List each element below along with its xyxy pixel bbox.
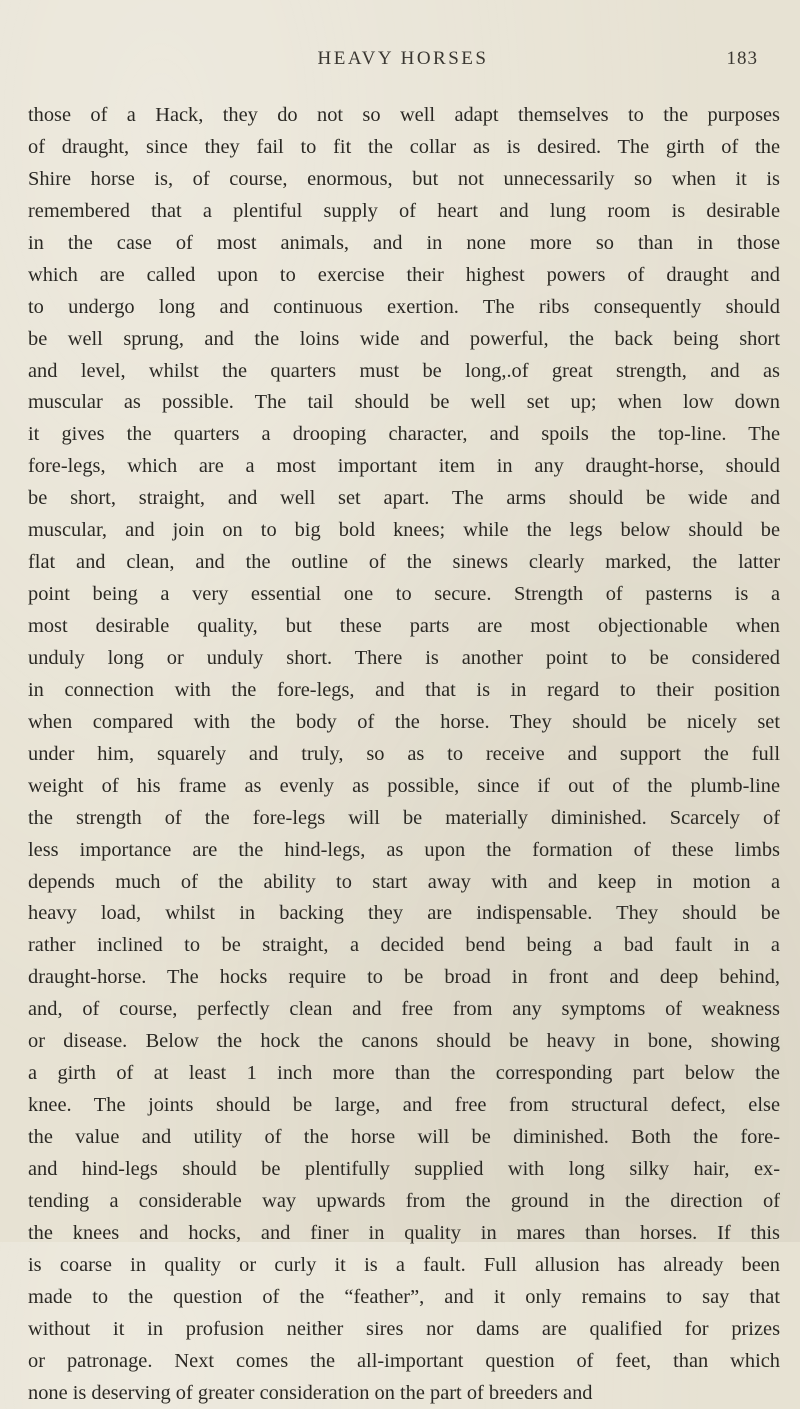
text-line: none is deserving of greater consideration on the part of breeders and xyxy=(28,1378,780,1409)
text-line: those of a Hack, they do not so well adapt themselves to the purposes xyxy=(28,100,780,132)
page-number: 183 xyxy=(727,48,759,70)
text-line: Shire horse is, of course, enormous, but not unnecessarily so when it is xyxy=(28,164,780,196)
text-line: rather inclined to be straight, a decided bend being a bad fault in a xyxy=(28,930,780,962)
running-title: HEAVY HORSES xyxy=(30,48,776,70)
text-line: and hind-legs should be plentifully supplied with long silky hair, ex- xyxy=(28,1154,780,1186)
text-line: the value and utility of the horse will be diminished. Both the fore- xyxy=(28,1122,780,1154)
text-line: most desirable quality, but these parts are most objectionable when xyxy=(28,611,780,643)
text-line: remembered that a plentiful supply of heart and lung room is desirable xyxy=(28,196,780,228)
text-line: fore-legs, which are a most important item in any draught-horse, should xyxy=(28,451,780,483)
text-line: be short, straight, and well set apart. The arms should be wide and xyxy=(28,483,780,515)
text-line: draught-horse. The hocks require to be broad in front and deep behind, xyxy=(28,962,780,994)
text-line: or disease. Below the hock the canons should be heavy in bone, showing xyxy=(28,1026,780,1058)
text-line: heavy load, whilst in backing they are indispensable. They should be xyxy=(28,898,780,930)
text-line: knee. The joints should be large, and free from structural defect, else xyxy=(28,1090,780,1122)
text-line: is coarse in quality or curly it is a fault. Full allusion has already been xyxy=(28,1250,780,1282)
text-line: when compared with the body of the horse. They should be nicely set xyxy=(28,707,780,739)
text-line: a girth of at least 1 inch more than the corresponding part below the xyxy=(28,1058,780,1090)
text-line: without it in profusion neither sires nor dams are qualified for prizes xyxy=(28,1314,780,1346)
text-line: of draught, since they fail to fit the collar as is desired. The girth of the xyxy=(28,132,780,164)
text-line: depends much of the ability to start away with and keep in motion a xyxy=(28,867,780,899)
text-line: to undergo long and continuous exertion. The ribs consequently should xyxy=(28,292,780,324)
text-line: point being a very essential one to secure. Strength of pasterns is a xyxy=(28,579,780,611)
text-line: weight of his frame as evenly as possible, since if out of the plumb-line xyxy=(28,771,780,803)
text-line: less importance are the hind-legs, as upon the formation of these limbs xyxy=(28,835,780,867)
text-line: unduly long or unduly short. There is another point to be considered xyxy=(28,643,780,675)
text-line: the strength of the fore-legs will be materially diminished. Scarcely of xyxy=(28,803,780,835)
text-line: made to the question of the “feather”, and it only remains to say that xyxy=(28,1282,780,1314)
text-line: it gives the quarters a drooping character, and spoils the top-line. The xyxy=(28,419,780,451)
text-line: or patronage. Next comes the all-important question of feet, than which xyxy=(28,1346,780,1378)
text-line: be well sprung, and the loins wide and powerful, the back being short xyxy=(28,324,780,356)
body-text xyxy=(28,100,780,1409)
text-line: which are called upon to exercise their highest powers of draught and xyxy=(28,260,780,292)
text-line: muscular, and join on to big bold knees; while the legs below should be xyxy=(28,515,780,547)
text-line: muscular as possible. The tail should be well set up; when low down xyxy=(28,387,780,419)
running-head xyxy=(30,48,776,78)
text-line: flat and clean, and the outline of the sinews clearly marked, the latter xyxy=(28,547,780,579)
text-line: in the case of most animals, and in none more so than in those xyxy=(28,228,780,260)
text-line: in connection with the fore-legs, and that is in regard to their position xyxy=(28,675,780,707)
text-line: tending a considerable way upwards from the ground in the direction of xyxy=(28,1186,780,1218)
text-line: and, of course, perfectly clean and free from any symptoms of weakness xyxy=(28,994,780,1026)
text-line: and level, whilst the quarters must be long,.of great strength, and as xyxy=(28,356,780,388)
text-line: the knees and hocks, and finer in quality in mares than horses. If this xyxy=(28,1218,780,1250)
text-line: under him, squarely and truly, so as to receive and support the full xyxy=(28,739,780,771)
